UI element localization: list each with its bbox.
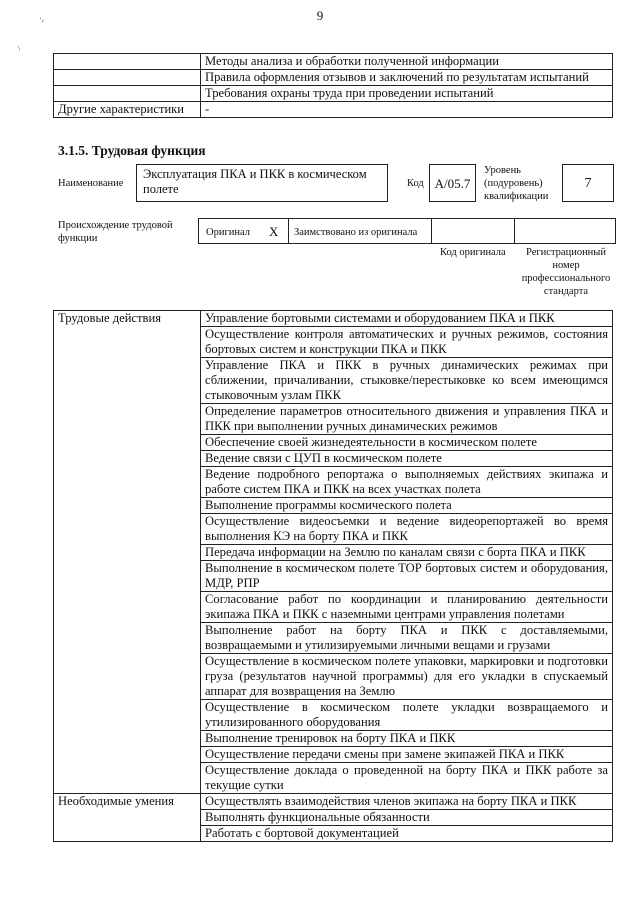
item-text: Осуществление в космическом полете упаковки, маркировки и подготовки груза (результатов научной программы) для его укладки в спускаемый аппарат для возвращения на Землю	[201, 654, 613, 700]
corner-mark: \	[18, 44, 21, 53]
item-text: Осуществлять взаимодействия членов экипажа на борту ПКА и ПКК	[201, 794, 613, 810]
item-text: Определение параметров относительного движения и управления ПКА и ПКК при выполнении ручных динамических режимов	[201, 404, 613, 435]
skill-row	[54, 794, 613, 810]
divider	[288, 219, 289, 243]
item-text: Осуществление передачи смены при замене экипажей ПКА и ПКК	[201, 747, 613, 763]
section-title: 3.1.5. Трудовая функция	[58, 143, 206, 158]
item-text: Выполнение тренировок на борту ПКА и ПКК	[201, 731, 613, 747]
item-text: Работать с бортовой документацией	[201, 826, 613, 842]
row-text: Методы анализа и обработки полученной информации	[201, 54, 613, 70]
item-text: Ведение подробного репортажа о выполняемых действиях экипажа и работе систем ПКА и ПКК на всех участках полета	[201, 467, 613, 498]
original-mark: X	[269, 224, 279, 239]
page-number: 9	[316, 8, 324, 23]
row-text: -	[201, 102, 613, 118]
row-text: Правила оформления отзывов и заключений по результатам испытаний	[201, 70, 613, 86]
item-text: Осуществление видеосъемки и ведение видеорепортажей во время выполнения КЭ на борту ПКА и ПКК	[201, 514, 613, 545]
item-text: Согласование работ по координации и планированию деятельности экипажа ПКА и ПКК с наземными центрами управления полетами	[201, 592, 613, 623]
item-text: Выполнять функциональные обязанности	[201, 810, 613, 826]
item-text: Осуществление доклада о проведенной на борту ПКА и ПКК работе за текущие сутки	[201, 763, 613, 794]
item-text: Выполнение работ на борту ПКА и ПКК с доставляемыми, возвращаемыми и утилизируемыми личными вещами и грузами	[201, 623, 613, 654]
row-label	[54, 86, 201, 102]
item-text: Передача информации на Землю по каналам связи с борта ПКА и ПКК	[201, 545, 613, 561]
item-text: Выполнение программы космического полета	[201, 498, 613, 514]
origin-label: Происхождение трудовой функции	[58, 220, 173, 244]
group-label: Трудовые действия	[54, 311, 201, 794]
code-original-label: Код оригинала	[440, 247, 506, 258]
item-text: Управление ПКА и ПКК в ручных динамических режимах при сближении, причаливании, стыковке/перестыковке ко всем имеющимся стыковочным узлам ПКК	[201, 358, 613, 404]
item-text: Обеспечение своей жизнедеятельности в космическом полете	[201, 435, 613, 451]
table-row	[54, 54, 613, 70]
code-label: Код	[407, 178, 424, 189]
divider	[431, 219, 432, 243]
item-text: Управление бортовыми системами и оборудованием ПКА и ПКК	[201, 311, 613, 327]
level-value: 7	[562, 164, 614, 202]
divider	[514, 219, 515, 243]
origin-boxes	[198, 218, 616, 244]
reg-number-label: Регистрационный номер профессионального стандарта	[521, 247, 611, 297]
original-label: Оригинал	[206, 227, 250, 238]
table-row	[54, 102, 613, 118]
row-label: Другие характеристики	[54, 102, 201, 118]
corner-mark: '‹	[40, 16, 45, 25]
item-text: Ведение связи с ЦУП в космическом полете	[201, 451, 613, 467]
borrowed-label: Заимствовано из оригинала	[294, 227, 418, 238]
group-label: Необходимые умения	[54, 794, 201, 842]
name-label: Наименование	[58, 178, 124, 189]
table-row	[54, 86, 613, 102]
action-row	[54, 311, 613, 327]
item-text: Выполнение в космическом полете ТОР бортовых систем и оборудования, МДР, РПР	[201, 561, 613, 592]
main-table	[53, 310, 613, 842]
code-value: A/05.7	[429, 164, 476, 202]
row-label	[54, 54, 201, 70]
item-text: Осуществление контроля автоматических и ручных режимов, состояния бортовых систем и конструкции ПКА и ПКК	[201, 327, 613, 358]
level-label: Уровень (подуровень) квалификации	[484, 165, 549, 202]
row-label	[54, 70, 201, 86]
item-text: Осуществление в космическом полете укладки возвращаемого и утилизированного оборудования	[201, 700, 613, 731]
table-row	[54, 70, 613, 86]
top-table	[53, 53, 613, 118]
row-text: Требования охраны труда при проведении испытаний	[201, 86, 613, 102]
function-name: Эксплуатация ПКА и ПКК в космическом полете	[136, 164, 388, 202]
